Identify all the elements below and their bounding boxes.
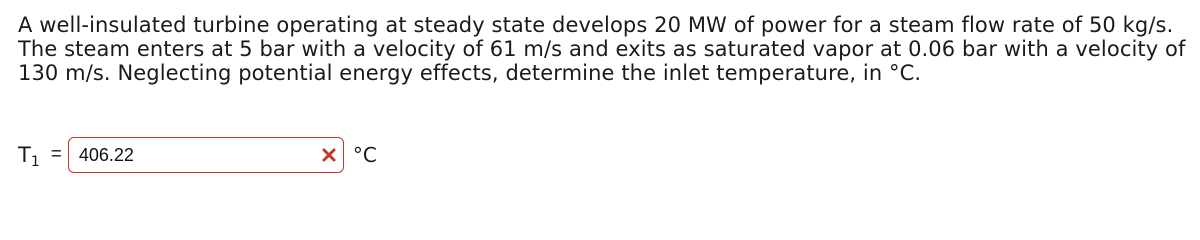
answer-row	[18, 136, 377, 174]
answer-input[interactable]	[68, 137, 344, 173]
answer-input-value[interactable]: 406.22	[78, 144, 134, 165]
question-text: A well-insulated turbine operating at steady state develops 20 MW of power for a steam flow rate of 50 kg/s. The steam enters at 5 bar with a velocity of 61 m/s and exits as saturated vapor at 0.06 bar with a velocity of 130 m/s. Neglecting potential energy effects, determine the inlet temperature, in °C.	[18, 13, 1186, 85]
answer-variable	[18, 143, 40, 170]
unit-label: °C	[352, 143, 377, 167]
variable-symbol: T	[18, 143, 31, 167]
x-mark-icon	[321, 147, 337, 163]
equals-sign: =	[50, 144, 62, 165]
variable-subscript: 1	[30, 154, 40, 170]
